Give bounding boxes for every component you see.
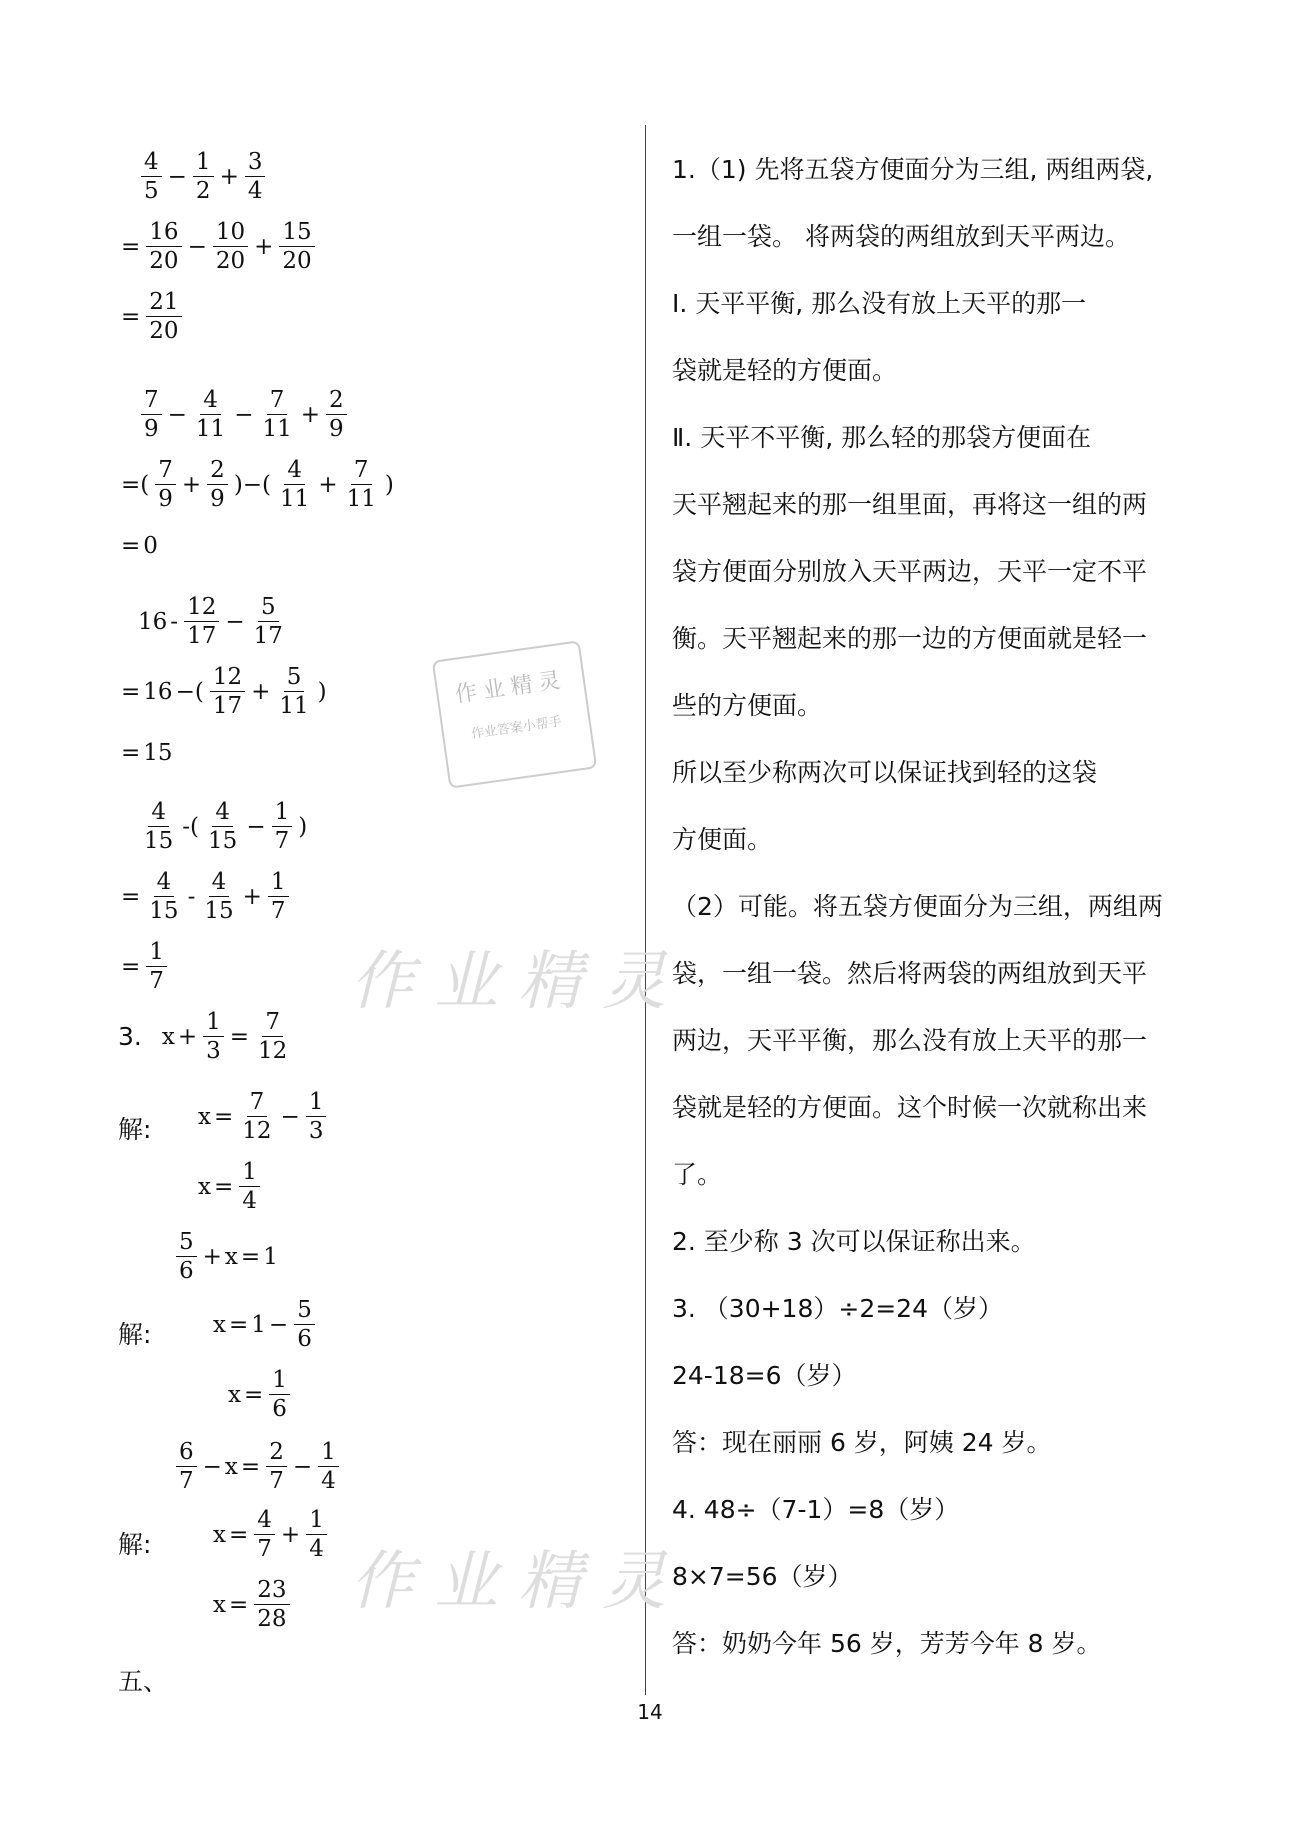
answer-line: 1.（1) 先将五袋方便面分为三组, 两组两袋, — [672, 155, 1154, 184]
answer-line: 了。 — [672, 1160, 723, 1189]
right-column — [672, 150, 1192, 1710]
expr-3-line-0: 16 - $\frac{12}{17}$ − $\frac{5}{17}$ — [138, 594, 283, 650]
q3-b-step-1: x = 1 − $\frac{5}{6}$ — [213, 1298, 318, 1351]
q3-equation-b: $\frac{5}{6}$ + x = 1 — [173, 1230, 278, 1283]
answer-line: 3. （30+18）÷2=24（岁） — [672, 1294, 1003, 1323]
expr-2-line-0: $\frac{7}{9}$ − $\frac{4}{11}$ − $\frac{7}{11}$ + $\frac{2}{9}$ — [138, 388, 350, 441]
q3-equation-a: 3. x + $\frac{1}{3}$ = $\frac{7}{12}$ — [118, 1009, 288, 1065]
expr-3-line-1: = 16 −( $\frac{12}{17}$ + $\frac{5}{11}$ ) — [121, 664, 327, 720]
jie-label: 解: — [118, 1115, 152, 1144]
q3-b-step-2: x = $\frac{1}{6}$ — [228, 1368, 293, 1421]
answer-line: 袋，一组一袋。然后将两袋的两组放到天平 — [672, 959, 1148, 988]
answer-line: 袋方便面分别放入天平两边，天平一定不平 — [672, 557, 1148, 586]
expr-1-line-1: = $\frac{16}{20}$ − $\frac{10}{20}$ + $\frac{15}{20}$ — [118, 220, 318, 273]
answer-line: （2）可能。将五袋方便面分为三组，两组两 — [672, 892, 1163, 921]
answer-line: 一组一袋。 将两袋的两组放到天平两边。 — [672, 222, 1130, 251]
expr-1-line-0: $\frac{4}{5}$ − $\frac{1}{2}$ + $\frac{3}{4}$ — [138, 150, 268, 203]
expr-2-line-1: =( $\frac{7}{9}$ + $\frac{2}{9}$ )−( $\frac{4}{11}$ + $\frac{7}{11}$ ) — [121, 457, 394, 513]
section-wu: 五、 — [118, 1667, 169, 1696]
answer-line: 方便面。 — [672, 825, 773, 854]
answer-line: Ⅱ. 天平不平衡, 那么轻的那袋方便面在 — [672, 423, 1092, 452]
q3-a-step-2: x = $\frac{1}{4}$ — [198, 1160, 263, 1213]
answer-line: 8×7=56（岁） — [672, 1562, 853, 1591]
answer-line: 袋就是轻的方便面。这个时候一次就称出来 — [672, 1093, 1148, 1122]
expr-4-line-2: = $\frac{1}{7}$ — [118, 940, 170, 993]
stamp-subtitle: 作业答案小帮手 — [470, 714, 563, 743]
answer-line: 些的方便面。 — [672, 691, 823, 720]
q3-equation-c: $\frac{6}{7}$ − x = $\frac{2}{7}$ − $\frac{1}{4}$ — [173, 1440, 342, 1493]
q3-c-step-2: x = $\frac{23}{28}$ — [213, 1578, 293, 1631]
page-number: 14 — [637, 1700, 663, 1724]
left-column — [118, 150, 598, 1710]
answer-line: 2. 至少称 3 次可以保证称出来。 — [672, 1227, 1036, 1256]
answer-line: Ⅰ. 天平平衡, 那么没有放上天平的那一 — [672, 289, 1087, 318]
expr-2-line-2: = 0 — [121, 533, 158, 559]
jie-label: 解: — [118, 1320, 152, 1349]
q3-c-step-1: x = $\frac{4}{7}$ + $\frac{1}{4}$ — [213, 1508, 330, 1561]
expr-3-line-2: = 15 — [121, 740, 173, 766]
answer-line: 答：奶奶今年 56 岁，芳芳今年 8 岁。 — [672, 1629, 1102, 1658]
watermark: 作业精灵 — [350, 945, 686, 1019]
answer-line: 天平翘起来的那一组里面，再将这一组的两 — [672, 490, 1148, 519]
answer-line: 所以至少称两次可以保证找到轻的这袋 — [672, 758, 1098, 787]
answer-line: 答：现在丽丽 6 岁，阿姨 24 岁。 — [672, 1428, 1052, 1457]
column-divider — [645, 125, 646, 1695]
answer-line: 24-18=6（岁） — [672, 1361, 857, 1390]
answer-line: 衡。天平翘起来的那一边的方便面就是轻一 — [672, 624, 1148, 653]
expr-4-line-1: = $\frac{4}{15}$ - $\frac{4}{15}$ + $\frac{1}{7}$ — [118, 870, 292, 923]
answer-line: 两边，天平平衡，那么没有放上天平的那一 — [672, 1026, 1148, 1055]
q3-a-step-1: x = $\frac{7}{12}$ − $\frac{1}{3}$ — [198, 1090, 329, 1143]
answer-line: 袋就是轻的方便面。 — [672, 356, 898, 385]
stamp-title: 作业精灵 — [453, 667, 568, 708]
expr-1-line-2: = $\frac{21}{20}$ — [118, 290, 185, 343]
watermark: 作业精灵 — [350, 1545, 686, 1619]
answer-line: 4. 48÷（7-1）=8（岁） — [672, 1495, 960, 1524]
jie-label: 解: — [118, 1530, 152, 1559]
expr-4-line-0: $\frac{4}{15}$ -( $\frac{4}{15}$ − $\frac{1}{7}$ ) — [144, 799, 308, 855]
